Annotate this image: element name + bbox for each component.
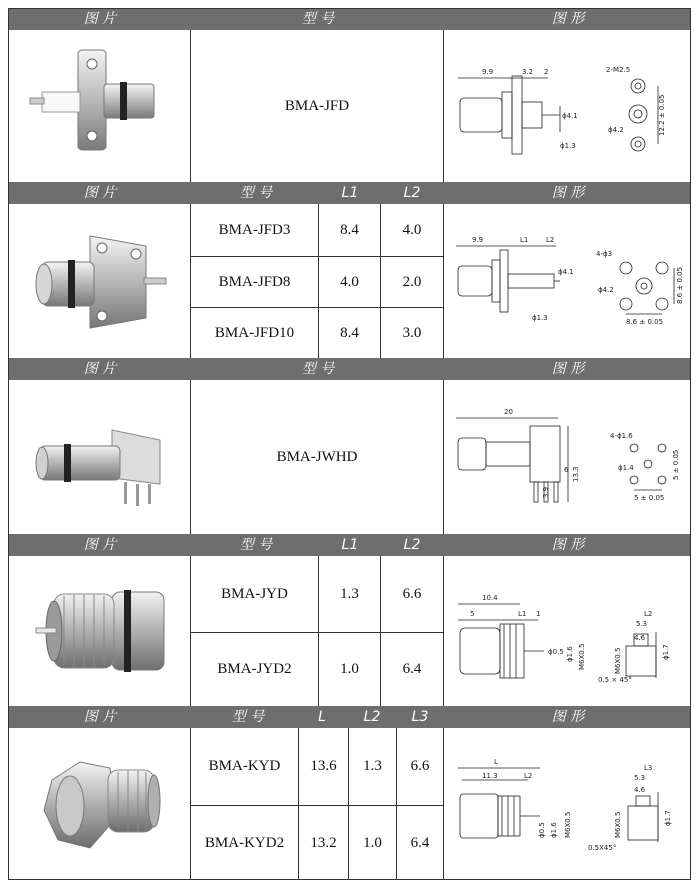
dim-label: ϕ0.5: [548, 648, 564, 656]
dim-label: M6X0.5: [564, 811, 572, 838]
dim-label: 6: [564, 466, 569, 474]
dim-label: L2: [644, 610, 653, 618]
header-picture: 图 片: [83, 709, 117, 725]
dim-label: 12.2 ± 0.05: [658, 94, 666, 136]
value-cell: 4.0: [402, 221, 422, 238]
value-cell: 3.0: [402, 324, 422, 341]
dim-label: 4.6: [634, 786, 646, 794]
value-cell: 6.6: [402, 585, 422, 602]
dim-label: L: [494, 758, 498, 766]
model-cell: BMA-JFD8: [218, 273, 291, 290]
value-cell: 6.6: [410, 758, 430, 774]
model-cell: BMA-JYD: [221, 585, 288, 602]
header-picture: 图 片: [83, 537, 117, 553]
dim-label: ϕ4.1: [558, 268, 574, 276]
dim-label: M6X0.5: [614, 647, 622, 674]
header-col-l2: L2: [403, 537, 421, 553]
model-cell: BMA-KYD: [208, 758, 281, 774]
value-cell: 1.0: [340, 661, 359, 677]
header-picture: 图 片: [83, 185, 117, 201]
header-drawing: 图 形: [551, 537, 585, 553]
dim-label: 5.3: [636, 620, 648, 628]
header-model: 型 号: [301, 361, 335, 377]
dim-label: 3.9: [542, 486, 550, 498]
value-cell: 13.2: [310, 834, 337, 851]
dim-label: 4-ϕ1.6: [610, 432, 633, 440]
header-col-l2: L2: [403, 185, 421, 201]
dim-label: M6X0.5: [578, 643, 586, 670]
dim-label: ϕ1.3: [532, 314, 548, 322]
dim-label: ϕ1.4: [618, 464, 634, 472]
model-cell: BMA-JFD3: [218, 221, 291, 238]
dim-label: ϕ1.7: [662, 644, 670, 660]
dim-label: 8.6 ± 0.05: [626, 318, 664, 326]
dim-label: L1: [520, 236, 529, 244]
value-cell: 4.0: [340, 273, 359, 290]
header-drawing: 图 形: [551, 709, 585, 725]
value-cell: 1.3: [340, 585, 359, 602]
model-cell: BMA-KYD2: [204, 834, 285, 851]
dim-label: 5 ± 0.05: [672, 449, 680, 480]
dim-label: 4.6: [634, 634, 646, 642]
header-col-l1: L1: [341, 537, 359, 553]
dim-label: L3: [644, 764, 653, 772]
dim-label: 2-M2.5: [606, 66, 631, 74]
dim-label: ϕ0.5: [538, 822, 546, 838]
dim-label: 20: [504, 408, 513, 416]
header-model: 型 号: [239, 185, 273, 201]
value-cell: 6.4: [402, 661, 422, 677]
dim-label: ϕ1.3: [560, 142, 576, 150]
header-picture: 图 片: [83, 11, 117, 27]
header-drawing: 图 形: [551, 11, 585, 27]
dim-label: 4-ϕ3: [596, 250, 613, 258]
model-cell: BMA-JYD2: [217, 661, 292, 677]
value-cell: 8.4: [340, 324, 359, 341]
dim-label: L1: [518, 610, 527, 618]
dim-label: 9.9: [482, 68, 494, 76]
table-frame: [8, 8, 691, 880]
header-picture: 图 片: [83, 361, 117, 377]
dim-label: 8.6 ± 0.05: [676, 266, 684, 304]
dim-label: L2: [546, 236, 555, 244]
header-drawing: 图 形: [551, 185, 585, 201]
header-model: 型 号: [239, 537, 273, 553]
dim-label: 3.2: [522, 68, 534, 76]
dim-label: 5.3: [634, 774, 646, 782]
dim-label: 5 ± 0.05: [634, 494, 665, 502]
dim-label: 0.5X45°: [588, 844, 617, 852]
value-cell: 2.0: [402, 273, 422, 290]
header-col-l: L: [318, 709, 326, 725]
dim-label: 1: [536, 610, 541, 618]
dim-label: ϕ1.7: [664, 810, 672, 826]
model-cell: BMA-JFD10: [214, 324, 295, 341]
dim-label: 0.5 × 45°: [598, 676, 632, 684]
value-cell: 13.6: [310, 758, 337, 774]
dim-label: ϕ1.6: [550, 822, 558, 838]
header-model: 型 号: [301, 11, 335, 27]
dim-label: M6X0.5: [614, 811, 622, 838]
dim-label: 5: [470, 610, 475, 618]
header-model: 型 号: [231, 709, 265, 725]
header-col-l1: L1: [341, 185, 359, 201]
header-drawing: 图 形: [551, 361, 585, 377]
header-col-l2: L2: [363, 709, 381, 725]
value-cell: 1.0: [363, 834, 382, 851]
dim-label: ϕ4.2: [608, 126, 624, 134]
header-col-l3: L3: [411, 709, 429, 725]
dim-label: 9.9: [472, 236, 484, 244]
dim-label: ϕ4.2: [598, 286, 614, 294]
dim-label: 2: [544, 68, 549, 76]
value-cell: 8.4: [340, 221, 359, 238]
dim-label: 11.3: [482, 772, 498, 780]
dim-label: ϕ1.6: [566, 646, 574, 662]
value-cell: 1.3: [363, 758, 382, 774]
dim-label: L2: [524, 772, 533, 780]
value-cell: 6.4: [410, 834, 430, 851]
model-cell: BMA-JFD: [284, 97, 350, 114]
dim-label: 13.3: [572, 466, 580, 482]
model-cell: BMA-JWHD: [276, 448, 358, 465]
dim-label: 10.4: [482, 594, 498, 602]
dim-label: ϕ4.1: [562, 112, 578, 120]
